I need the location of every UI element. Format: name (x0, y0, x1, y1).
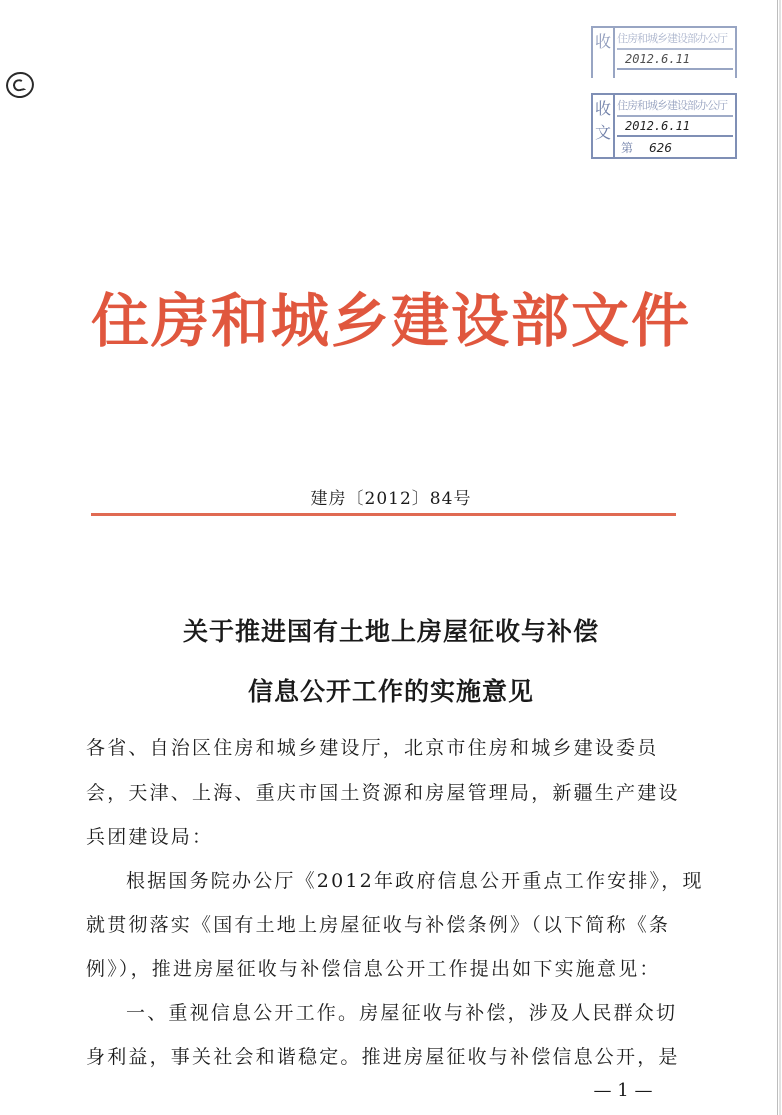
stamp-serial: 626 (649, 141, 672, 155)
document-masthead: 住房和城乡建设部文件 (90, 287, 691, 355)
stamp-serial-row (617, 139, 733, 157)
paragraph-line: 一、重视信息公开工作。房屋征收与补偿，涉及人民群众切 (126, 1002, 678, 1024)
addressee-line: 各省、自治区住房和城乡建设厅，北京市住房和城乡建设委员 (86, 737, 659, 759)
red-divider (91, 513, 676, 516)
stamp-label: 收文 (593, 95, 615, 157)
stamp-office: 住房和城乡建设部办公厅 (617, 97, 733, 117)
stamp-date: 2012.6.11 (617, 52, 733, 70)
addressee-line: 会，天津、上海、重庆市国土资源和房屋管理局，新疆生产建设 (86, 782, 680, 804)
paragraph-line: 例》），推进房屋征收与补偿信息公开工作提出如下实施意见： (86, 958, 661, 980)
stamp-label: 收 (593, 28, 615, 78)
addressee-line: 兵团建设局： (86, 826, 214, 848)
paragraph-line: 就贯彻落实《国有土地上房屋征收与补偿条例》（以下简称《条 (86, 914, 671, 936)
document-title-line-2: 信息公开工作的实施意见 (247, 677, 534, 706)
handwritten-mark (4, 69, 37, 100)
receipt-stamp (591, 93, 737, 159)
scan-edge-line (777, 0, 778, 1115)
stamp-office: 住房和城乡建设部办公厅 (617, 30, 733, 50)
page-number: — 1 — (593, 1080, 653, 1101)
document-number: 建房〔2012〕84号 (310, 489, 472, 509)
scan-edge (779, 0, 781, 1115)
receipt-stamp-top (591, 26, 737, 78)
paragraph-line: 根据国务院办公厅《2012年政府信息公开重点工作安排》，现 (126, 870, 704, 892)
document-title-line-1: 关于推进国有土地上房屋征收与补偿 (182, 617, 599, 646)
paragraph-line: 身利益，事关社会和谐稳定。推进房屋征收与补偿信息公开，是 (86, 1046, 680, 1068)
stamp-serial-prefix: 第 (621, 141, 634, 155)
stamp-date: 2012.6.11 (617, 119, 733, 137)
